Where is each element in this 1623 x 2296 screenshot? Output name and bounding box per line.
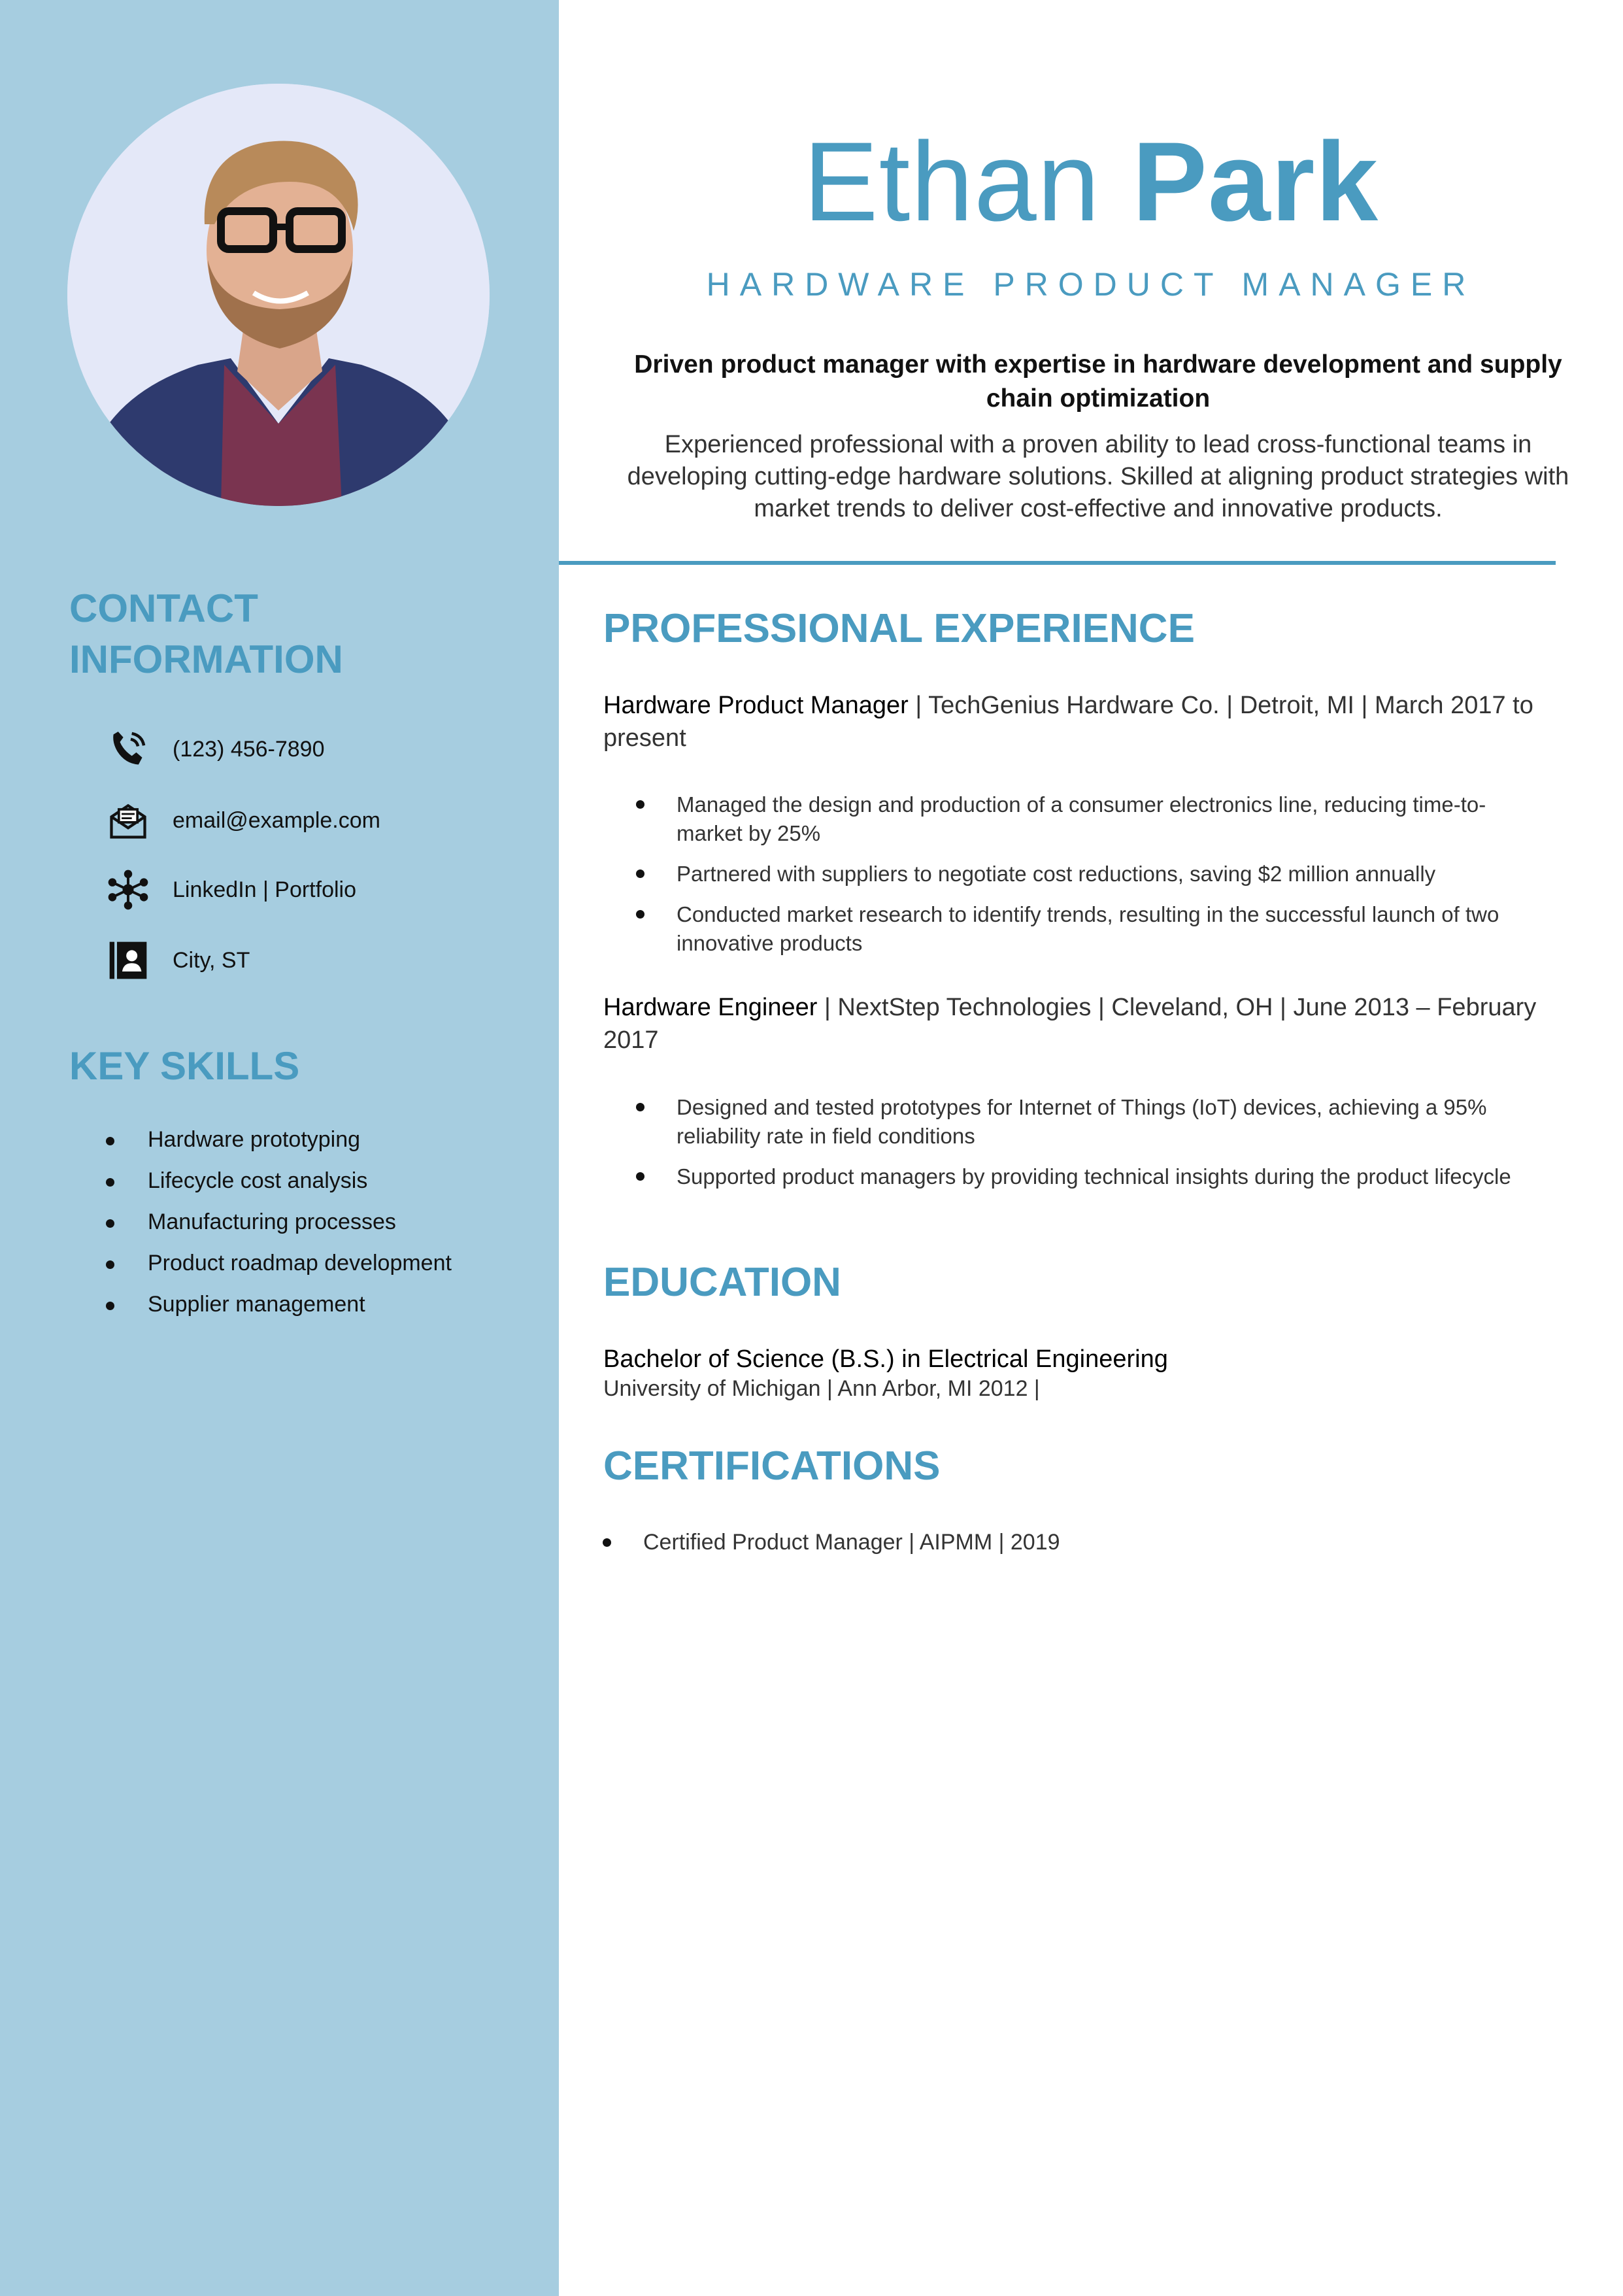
network-icon	[105, 866, 152, 913]
contact-heading-line-1: CONTACT	[69, 586, 258, 630]
contact-phone	[105, 723, 325, 775]
degree: Bachelor of Science (B.S.) in Electrical Engineering	[603, 1345, 1168, 1373]
job-title: HARDWARE PRODUCT MANAGER	[706, 266, 1476, 303]
job-role: Hardware Product Manager	[603, 692, 909, 719]
education-heading: EDUCATION	[603, 1260, 841, 1305]
certification-item: Certified Product Manager | AIPMM | 2019	[600, 1528, 1060, 1557]
tagline: Driven product manager with expertise in hardware development and supply chain optimization	[634, 350, 1562, 413]
skills-list	[105, 1119, 452, 1325]
job-header	[603, 689, 1545, 754]
header-divider	[559, 561, 1556, 565]
skill-item: Product roadmap development	[105, 1243, 452, 1284]
job-header	[603, 991, 1545, 1056]
job-bullet: Designed and tested prototypes for Internet of Things (IoT) devices, achieving a 95% reliability rate in field conditions	[634, 1093, 1530, 1151]
sidebar	[0, 0, 559, 2296]
profile-photo	[67, 84, 490, 506]
school: University of Michigan | Ann Arbor, MI 2012 |	[603, 1376, 1040, 1401]
phone-icon	[105, 726, 152, 773]
contact-email	[105, 794, 380, 847]
job-bullet: Partnered with suppliers to negotiate cost reductions, saving $2 million annually	[634, 860, 1530, 888]
links-text: LinkedIn | Portfolio	[173, 877, 356, 902]
candidate-name	[559, 116, 1623, 247]
first-name: Ethan	[803, 119, 1101, 245]
certifications-heading: CERTIFICATIONS	[603, 1443, 941, 1489]
skill-item: Hardware prototyping	[105, 1119, 452, 1160]
location-text: City, ST	[173, 947, 250, 973]
job-role: Hardware Engineer	[603, 994, 818, 1021]
skill-item: Manufacturing processes	[105, 1202, 452, 1243]
skill-item: Supplier management	[105, 1284, 452, 1325]
contact-heading-line-2: INFORMATION	[69, 637, 343, 681]
job-bullets	[634, 790, 1530, 970]
certifications-list	[600, 1528, 1060, 1557]
job-bullets	[634, 1093, 1530, 1203]
contact-heading	[69, 583, 343, 685]
skill-item: Lifecycle cost analysis	[105, 1160, 452, 1202]
job-bullet: Conducted market research to identify trends, resulting in the successful launch of two innovative products	[634, 900, 1530, 958]
job-bullet: Managed the design and production of a consumer electronics line, reducing time-to-market by 25%	[634, 790, 1530, 848]
email-text: email@example.com	[173, 807, 380, 833]
email-icon	[105, 797, 152, 844]
portrait-illustration	[67, 84, 490, 506]
address-book-icon	[105, 937, 152, 984]
summary: Experienced professional with a proven ability to lead cross-functional teams in developing cutting-edge hardware solutions. Skilled at aligning product strategies with market trends to deliver cost-effective and innovative products.	[627, 431, 1569, 522]
contact-links	[105, 864, 356, 916]
job-details: | TechGenius Hardware Co. | Detroit, MI | March 2017 to present	[603, 692, 1533, 752]
job-details: | NextStep Technologies | Cleveland, OH | June 2013 – February 2017	[603, 994, 1537, 1054]
experience-heading: PROFESSIONAL EXPERIENCE	[603, 606, 1195, 651]
last-name: Park	[1132, 119, 1379, 245]
skills-heading: KEY SKILLS	[69, 1044, 300, 1088]
contact-location	[105, 934, 250, 987]
job-bullet: Supported product managers by providing technical insights during the product lifecycle	[634, 1162, 1530, 1191]
phone-text: (123) 456-7890	[173, 736, 325, 762]
